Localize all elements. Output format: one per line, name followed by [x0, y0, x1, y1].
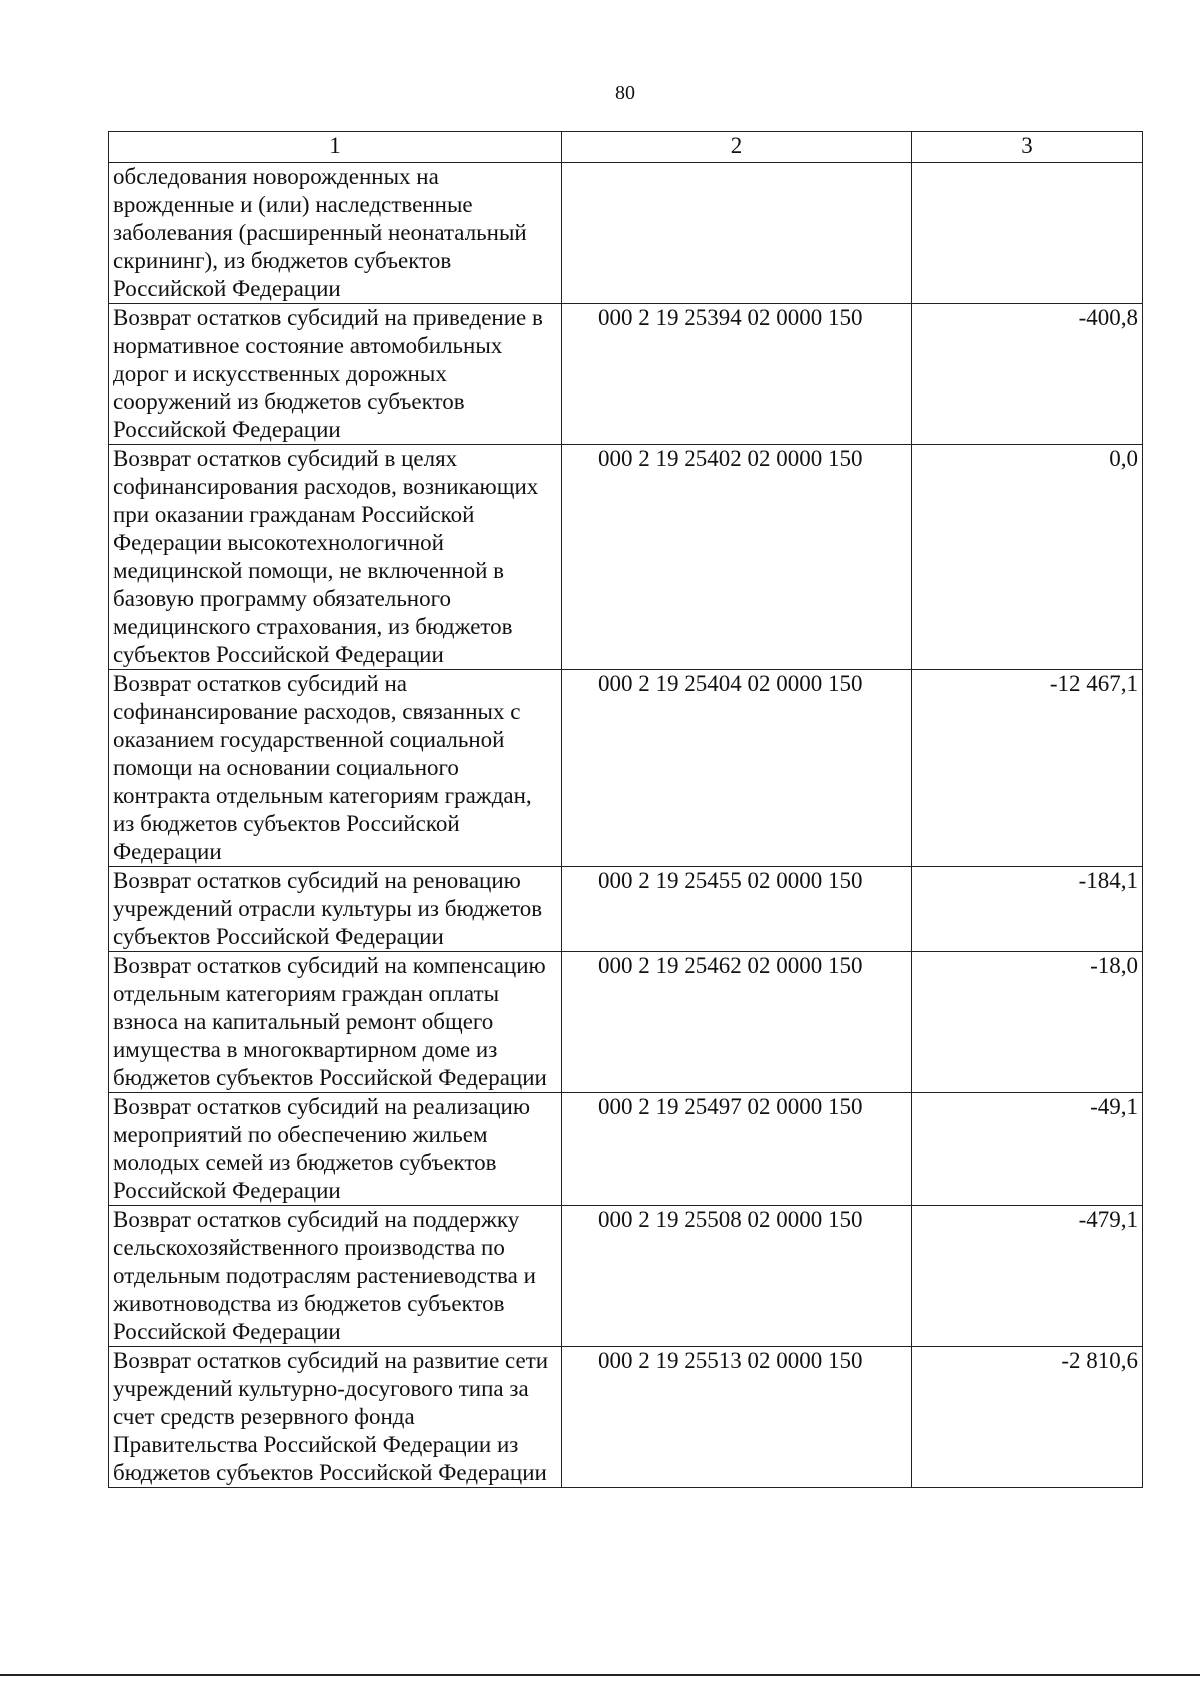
column-header-3: 3 — [912, 132, 1143, 163]
row-code-cell: 000 2 19 25402 02 0000 150 — [562, 445, 912, 670]
row-code-cell: 000 2 19 25394 02 0000 150 — [562, 304, 912, 445]
row-code-cell — [562, 163, 912, 304]
page-bottom-divider — [0, 1674, 1200, 1676]
row-value-cell — [912, 163, 1143, 304]
row-name-cell: Возврат остатков субсидий на поддержку сельскохозяйственного производства по отдельным подотраслям растениеводства и животноводства из бюджетов субъектов Российской Федерации — [109, 1206, 562, 1347]
table-row — [109, 445, 1143, 670]
column-header-1: 1 — [109, 132, 562, 163]
table-row — [109, 304, 1143, 445]
row-name-cell: обследования новорожденных на врожденные и (или) наследственные заболевания (расширенный неонатальный скрининг), из бюджетов субъектов Российской Федерации — [109, 163, 562, 304]
table-row — [109, 670, 1143, 867]
row-code-cell: 000 2 19 25513 02 0000 150 — [562, 1347, 912, 1488]
row-code-cell: 000 2 19 25455 02 0000 150 — [562, 867, 912, 952]
table-row — [109, 163, 1143, 304]
table-row — [109, 1347, 1143, 1488]
row-value-cell: -49,1 — [912, 1093, 1143, 1206]
row-value-cell: -184,1 — [912, 867, 1143, 952]
row-value-cell: -2 810,6 — [912, 1347, 1143, 1488]
column-header-2: 2 — [562, 132, 912, 163]
header-row — [109, 132, 1143, 163]
row-name-cell: Возврат остатков субсидий на софинансирование расходов, связанных с оказанием государственной социальной помощи на основании социального контракта отдельным категориям граждан, из бюджетов субъектов Российской Федерации — [109, 670, 562, 867]
row-code-cell: 000 2 19 25462 02 0000 150 — [562, 952, 912, 1093]
row-code-cell: 000 2 19 25497 02 0000 150 — [562, 1093, 912, 1206]
budget-table — [108, 131, 1143, 1488]
row-value-cell: 0,0 — [912, 445, 1143, 670]
table-row — [109, 1093, 1143, 1206]
row-name-cell: Возврат остатков субсидий на компенсацию отдельным категориям граждан оплаты взноса на капитальный ремонт общего имущества в многоквартирном доме из бюджетов субъектов Российской Федерации — [109, 952, 562, 1093]
row-value-cell: -479,1 — [912, 1206, 1143, 1347]
table-row — [109, 867, 1143, 952]
row-code-cell: 000 2 19 25404 02 0000 150 — [562, 670, 912, 867]
row-name-cell: Возврат остатков субсидий на реализацию мероприятий по обеспечению жильем молодых семей из бюджетов субъектов Российской Федерации — [109, 1093, 562, 1206]
table-row — [109, 1206, 1143, 1347]
row-name-cell: Возврат остатков субсидий в целях софинансирования расходов, возникающих при оказании гражданам Российской Федерации высокотехнологичной медицинской помощи, не включенной в базовую программу обязательного медицинского страхования, из бюджетов субъектов Российской Федерации — [109, 445, 562, 670]
table-row — [109, 952, 1143, 1093]
row-value-cell: -12 467,1 — [912, 670, 1143, 867]
row-name-cell: Возврат остатков субсидий на развитие сети учреждений культурно-досугового типа за счет средств резервного фонда Правительства Российской Федерации из бюджетов субъектов Российской Федерации — [109, 1347, 562, 1488]
row-value-cell: -18,0 — [912, 952, 1143, 1093]
row-code-cell: 000 2 19 25508 02 0000 150 — [562, 1206, 912, 1347]
table-header — [109, 132, 1143, 163]
row-name-cell: Возврат остатков субсидий на приведение в нормативное состояние автомобильных дорог и искусственных дорожных сооружений из бюджетов субъектов Российской Федерации — [109, 304, 562, 445]
page-number: 80 — [615, 82, 635, 104]
row-value-cell: -400,8 — [912, 304, 1143, 445]
row-name-cell: Возврат остатков субсидий на реновацию учреждений отрасли культуры из бюджетов субъектов Российской Федерации — [109, 867, 562, 952]
table-body — [109, 163, 1143, 1488]
